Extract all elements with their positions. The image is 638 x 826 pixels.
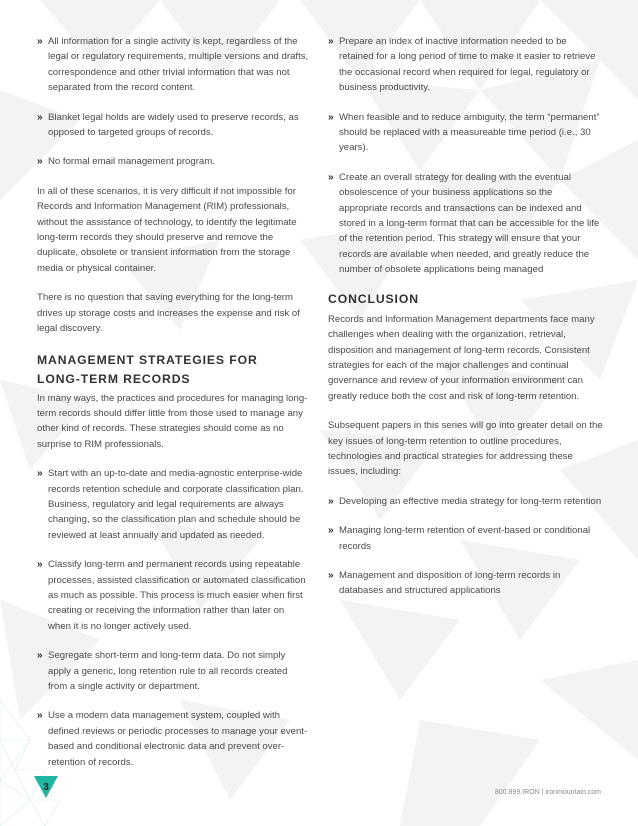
body-paragraph: Records and Information Management departments face many challenges when dealing with the organization, retrieval, disposition and management of long-term records. Consistent strategies for each of the major challenges and continual governance and review of your information environment can greatly reduce both the cost and risk of long-term retention. bbox=[328, 313, 595, 402]
bullet-item bbox=[37, 154, 309, 169]
left-column bbox=[37, 34, 309, 784]
bullet-item bbox=[328, 110, 603, 156]
bullet-text: Classify long-term and permanent records using repeatable processes, assisted classification or automated classification as much as possible. This process is much easier when first creating or receiving the information rather than later on when it is no longer actively used. bbox=[48, 559, 306, 632]
right-column bbox=[328, 34, 603, 613]
bullet-item bbox=[328, 34, 603, 96]
bullet-marker-icon: » bbox=[37, 36, 43, 47]
bullet-text: Use a modern data management system, coupled with defined reviews or periodic processes to manage your event-based and conditional electronic data and prevent over-retention of records. bbox=[48, 710, 308, 768]
bullet-marker-icon: » bbox=[328, 569, 334, 581]
bullet-item bbox=[328, 523, 603, 554]
bullet-marker-icon: » bbox=[37, 156, 43, 168]
bullet-item bbox=[37, 466, 309, 543]
heading-line: LONG-TERM RECORDS bbox=[37, 371, 191, 386]
bullet-text: Create an overall strategy for dealing with the eventual obsolescence of your business applications so the appropriate records and transactions can be indexed and stored in a long-term format that can be accessible for the life of the retention period. This strategy will ensure that your records are available when needed, and greatly reduce the number of obsolete applications being managed bbox=[339, 171, 600, 276]
body-paragraph: In many ways, the practices and procedures for managing long-term records should differ little from those used to manage any other kind of records. These strategies should come as no surprise to RIM professionals. bbox=[37, 392, 308, 450]
bullet-marker-icon: » bbox=[37, 468, 43, 480]
bullet-marker-icon: » bbox=[328, 36, 334, 47]
bullet-marker-icon: » bbox=[37, 111, 43, 123]
page-number-badge bbox=[34, 776, 64, 802]
bullet-text: Start with an up-to-date and media-agnostic enterprise-wide records retention schedule and corporate classification plan. Business, regulatory and legal requirements are always changing, so the classification plan and schedule should be reviewed at least annually and updated as needed. bbox=[48, 468, 304, 541]
bullet-marker-icon: » bbox=[328, 525, 334, 537]
body-paragraph: There is no question that saving everything for the long-term drives up storage costs and increases the expense and risk of legal discovery. bbox=[37, 292, 300, 335]
bullet-text: Managing long-term retention of event-based or conditional records bbox=[339, 525, 591, 552]
page-number: 3 bbox=[43, 782, 49, 793]
bullet-text: Developing an effective media strategy for long-term retention bbox=[339, 495, 602, 507]
bullet-item bbox=[37, 34, 309, 96]
body-paragraph: Subsequent papers in this series will go into greater detail on the key issues of long-term retention to outline procedures, technologies and practical strategies for addressing these issues, including: bbox=[328, 420, 603, 478]
bullet-text: Prepare an index of inactive information needed to be retained for a long period of time to make it easier to retrieve the occasional record when required for legal, regulatory or business productivity. bbox=[339, 36, 596, 94]
bullet-item bbox=[37, 557, 309, 634]
body-paragraph: In all of these scenarios, it is very difficult if not impossible for Records and Information Management (RIM) professionals, without the assistance of technology, to identify the legitimate long-term records they should preserve and remove the duplicate, obsolete or transient information from the storage media or physical container. bbox=[37, 185, 297, 274]
bullet-text: Management and disposition of long-term records in databases and structured applications bbox=[339, 569, 561, 597]
bullet-text: No formal email management program. bbox=[48, 156, 215, 168]
bullet-item bbox=[37, 110, 309, 141]
bullet-item bbox=[37, 708, 309, 770]
bullet-item bbox=[37, 648, 309, 694]
bullet-text: When feasible and to reduce ambiguity, the term “permanent” should be replaced with a measureable time period (i.e., 30 years). bbox=[339, 111, 600, 154]
bullet-marker-icon: » bbox=[37, 650, 43, 662]
bullet-marker-icon: » bbox=[328, 171, 334, 183]
bullet-item bbox=[328, 568, 603, 599]
footer-contact[interactable]: 800.899.IRON | ironmountain.com bbox=[494, 789, 601, 796]
bullet-text: Segregate short-term and long-term data. Do not simply apply a generic, long retention rule to all records created from a single activity or department. bbox=[48, 650, 288, 692]
bullet-marker-icon: » bbox=[328, 111, 334, 123]
bullet-text: All information for a single activity is kept, regardless of the legal or regulatory requirements, multiple versions and drafts, correspondence and other trivial information that was not separated from the record content. bbox=[48, 36, 309, 94]
bullet-marker-icon: » bbox=[37, 559, 43, 571]
section-heading-management-strategies bbox=[37, 351, 309, 389]
heading-line: MANAGEMENT STRATEGIES FOR bbox=[37, 352, 258, 367]
section-heading-conclusion: CONCLUSION bbox=[328, 291, 419, 306]
bullet-item bbox=[328, 170, 603, 278]
bullet-marker-icon: » bbox=[37, 710, 43, 722]
bullet-item bbox=[328, 494, 603, 509]
bullet-marker-icon: » bbox=[328, 495, 334, 507]
bullet-text: Blanket legal holds are widely used to preserve records, as opposed to targeted groups of records. bbox=[48, 111, 299, 139]
